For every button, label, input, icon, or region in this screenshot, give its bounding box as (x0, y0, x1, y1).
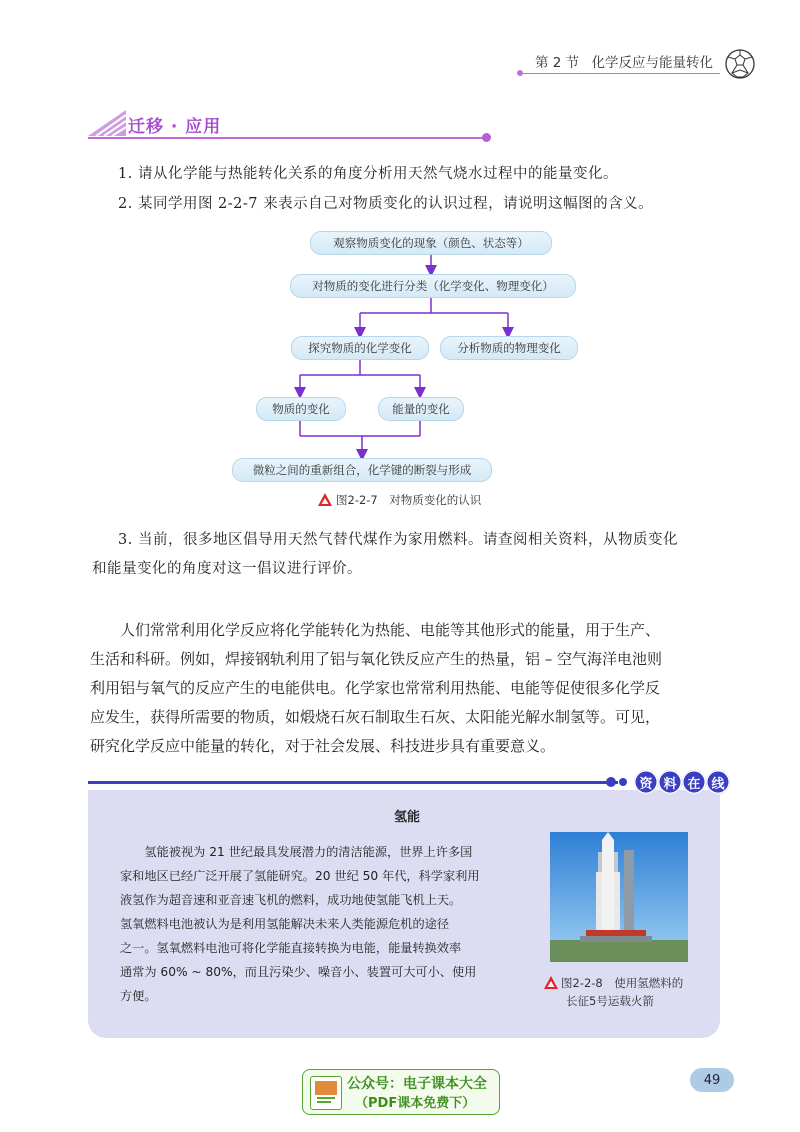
reference-rule-dot (606, 777, 616, 787)
header-title: 化学反应与能量转化 (591, 55, 713, 71)
body-line: 人们常常利用化学反应将化学能转化为热能、电能等其他形式的能量，用于生产、 (90, 621, 661, 639)
reference-line: 方便。 (120, 989, 157, 1003)
banner-stripes-icon (88, 110, 126, 136)
header-rule-dot (517, 70, 523, 76)
reference-tag-char: 料 (658, 770, 682, 794)
reference-line: 之一。氢氧燃料电池可将化学能直接转换为电能，能量转换效率 (120, 941, 462, 955)
reference-line: 家和地区已经广泛开展了氢能研究。20 世纪 50 年代，科学家利用 (120, 869, 480, 883)
reference-rule (88, 781, 618, 784)
question-1: 1. 请从化学能与热能转化关系的角度分析用天然气烧水过程中的能量变化。 (118, 166, 618, 182)
book-icon-graphic (311, 1077, 341, 1109)
body-line: 利用铝与氧气的反应产生的电能供电。化学家也常常利用热能、电能等促使很多化学反 (90, 679, 661, 697)
header-section: 第 2 节 (535, 55, 580, 71)
body-line: 应发生，获得所需要的物质，如煅烧石灰石制取生石灰、太阳能光解水制氢等。可见， (90, 708, 661, 726)
watermark-line2: （PDF课本免费下） (355, 1096, 476, 1111)
reference-image-caption (544, 974, 704, 1010)
banner-rule-end-dot (482, 133, 491, 142)
book-icon (310, 1076, 342, 1110)
running-header (535, 51, 713, 71)
body-paragraph (90, 616, 730, 761)
question-3-line2: 和能量变化的角度对这一倡议进行评价。 (92, 561, 362, 577)
header-rule (520, 73, 720, 74)
molecule-ball-icon (724, 48, 756, 80)
reference-line: 氢氧燃料电池被认为是利用氢能解决未来人类能源危机的途径 (120, 917, 450, 931)
page-number: 49 (690, 1068, 734, 1092)
flow-box-physical: 分析物质的物理变化 (440, 336, 578, 360)
flow-box-micro: 微粒之间的重新组合，化学键的断裂与形成 (232, 458, 492, 482)
flow-box-energy: 能量的变化 (378, 397, 464, 421)
flow-box-matter: 物质的变化 (256, 397, 346, 421)
figure-caption-text: 图2-2-7 对物质变化的认识 (336, 493, 482, 507)
caption-triangle-icon (318, 493, 332, 506)
reference-text (120, 840, 520, 1008)
reference-line: 通常为 60% ~ 80%，而且污染少、噪音小、装置可大可小、使用 (120, 965, 477, 979)
banner-rule (88, 137, 486, 139)
reference-tag-char: 资 (634, 770, 658, 794)
question-3-line1: 3. 当前，很多地区倡导用天然气替代煤作为家用燃料。请查阅相关资料，从物质变化 (118, 532, 678, 548)
figure-caption (318, 492, 481, 508)
reference-tag (634, 770, 732, 794)
rocket-photo (550, 832, 688, 962)
reference-caption-line1: 图2-2-8 使用氢燃料的 (561, 976, 684, 990)
body-line: 研究化学反应中能量的转化，对于社会发展、科技进步具有重要意义。 (90, 737, 556, 755)
question-2: 2. 某同学用图 2-2-7 来表示自己对物质变化的认识过程，请说明这幅图的含义。 (118, 196, 654, 212)
section-banner-title: 迁移 · 应用 (128, 117, 222, 137)
body-line: 生活和科研。例如，焊接钢轨利用了铝与氧化铁反应产生的热量，铝 – 空气海洋电池则 (90, 650, 663, 668)
flow-box-classify: 对物质的变化进行分类（化学变化、物理变化） (290, 274, 576, 298)
watermark-badge (302, 1069, 500, 1115)
reference-line: 氢能被视为 21 世纪最具发展潜力的清洁能源，世界上许多国 (144, 845, 473, 859)
reference-line: 液氢作为超音速和亚音速飞机的燃料，成功地使氢能飞机上天。 (120, 893, 462, 907)
caption-triangle-icon (544, 976, 558, 989)
watermark-line1: 公众号：电子课本大全 (347, 1076, 487, 1092)
flow-box-chemical: 探究物质的化学变化 (291, 336, 429, 360)
reference-rule-dot (619, 778, 627, 786)
reference-title: 氢能 (394, 810, 421, 825)
reference-caption-line2: 长征5号运载火箭 (566, 994, 654, 1008)
flow-box-observe: 观察物质变化的现象（颜色、状态等） (310, 231, 552, 255)
reference-tag-char: 线 (706, 770, 730, 794)
reference-tag-char: 在 (682, 770, 706, 794)
